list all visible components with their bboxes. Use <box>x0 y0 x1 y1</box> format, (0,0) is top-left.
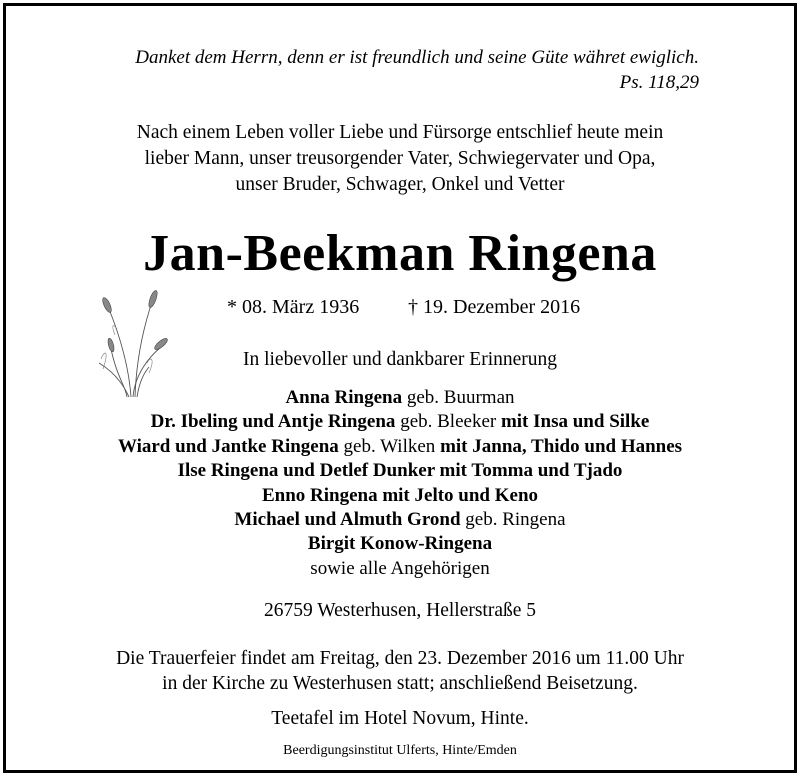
bible-verse: Danket dem Herrn, denn er ist freundlich und seine Güte währet ewiglich. <box>135 47 699 68</box>
mourner-line: Ilse Ringena und Detlef Dunker mit Tomma und Tjado <box>177 460 623 482</box>
intro-line-3: unser Bruder, Schwager, Onkel und Vetter <box>235 174 565 195</box>
undertaker: Beerdigungsinstitut Ulferts, Hinte/Emden <box>283 743 517 758</box>
death-date: † 19. Dezember 2016 <box>408 296 581 318</box>
mourner-line: Enno Ringena mit Jelto und Keno <box>261 484 539 506</box>
address: 26759 Westerhusen, Hellerstraße 5 <box>263 600 537 621</box>
mourner-line: Wiard und Jantke Ringena geb. Wilken mit Janna, Thido und Hannes <box>117 435 683 457</box>
funeral-line-1: Die Trauerfeier findet am Freitag, den 23. Dezember 2016 um 11.00 Uhr <box>116 648 684 669</box>
obituary-frame <box>3 3 797 773</box>
intro-line-2: lieber Mann, unser treusorgender Vater, Schwiegervater und Opa, <box>144 148 656 169</box>
mourner-line: Dr. Ibeling und Antje Ringena geb. Bleeker mit Insa und Silke <box>150 411 650 433</box>
remembrance-line: In liebevoller und dankbarer Erinnerung <box>242 349 558 370</box>
intro-line-1: Nach einem Leben voller Liebe und Fürsorge entschlief heute mein <box>136 122 664 143</box>
wheat-ears-icon <box>91 289 171 399</box>
reception-note: Teetafel im Hotel Novum, Hinte. <box>271 708 529 729</box>
mourner-line: Anna Ringena geb. Buurman <box>285 387 515 408</box>
mourners-list <box>6 386 794 581</box>
mourner-line: sowie alle Angehörigen <box>310 557 490 579</box>
bible-reference: Ps. 118,29 <box>619 72 699 93</box>
deceased-name: Jan-Beekman Ringena <box>143 225 657 282</box>
mourner-line: Michael und Almuth Grond geb. Ringena <box>234 509 566 531</box>
funeral-line-2: in der Kirche zu Westerhusen statt; anschließend Beisetzung. <box>162 673 638 694</box>
mourner-line: Birgit Konow-Ringena <box>307 533 493 555</box>
birth-date: * 08. März 1936 <box>227 296 360 318</box>
